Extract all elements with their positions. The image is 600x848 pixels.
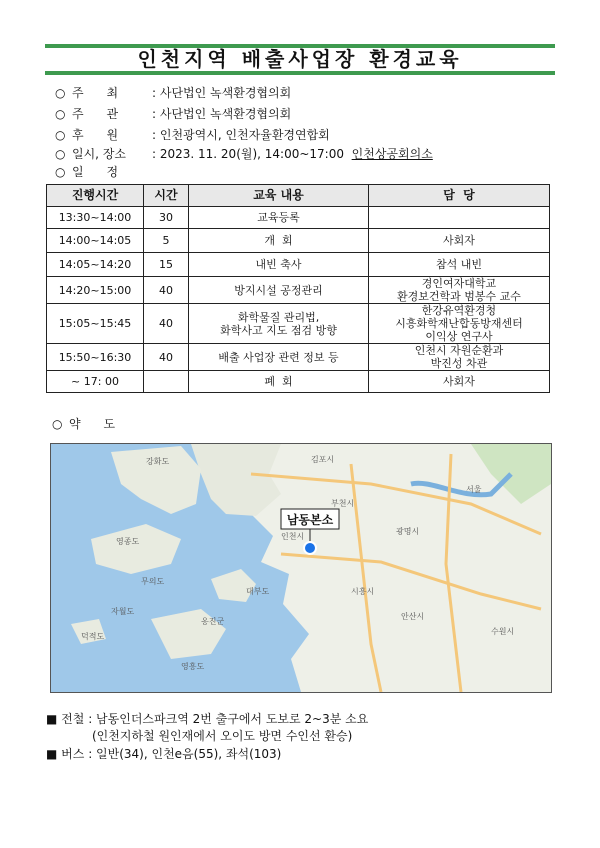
bullet: ○ [55,107,66,121]
direction-label: 전철 [61,712,85,726]
info-value: : 2023. 11. 20(월), 14:00~17:00 [152,147,344,161]
staff-cell [369,229,550,253]
table-row [47,253,550,277]
bullet: ○ [52,417,63,431]
staff-line: 시흥화학재난합동방재센터 [395,317,523,330]
staff-line: 박진성 차관 [430,357,488,370]
time-cell: 15:05~15:45 [47,304,144,344]
direction-value: (인천지하철 원인재에서 오이도 방면 수인선 환승) [92,729,353,743]
staff-line: 사회자 [443,375,475,388]
column-header: 진행시간 [47,185,144,207]
info-row-sponsor [55,127,330,143]
staff-cell [369,253,550,277]
map-place-label: 영종도 [116,537,140,546]
info-value: : 인천광역시, 인천자율환경연합회 [152,128,330,142]
map-place-label: 시흥시 [351,587,375,596]
map-place-label: 인천시 [281,532,305,541]
map-place-label: 김포시 [311,455,335,464]
direction-subway [46,711,368,727]
direction-value: : 남동인더스파크역 2번 출구에서 도보로 2~3분 소요 [88,712,369,726]
title-bottom-rule [45,71,555,75]
duration-cell: 15 [144,253,189,277]
column-header: 시간 [144,185,189,207]
column-header: 교육 내용 [189,185,369,207]
info-label: 일 정 [72,165,119,179]
map-place-label: 옹진군 [201,617,225,626]
staff-cell [369,277,550,304]
content-line: 방지시설 공정관리 [234,283,323,297]
table-row [47,229,550,253]
duration-cell: 30 [144,207,189,229]
time-cell: 13:30~14:00 [47,207,144,229]
staff-line: 인천시 자원순환과 [414,344,504,357]
map-section-label [52,416,115,432]
content-cell [189,253,369,277]
table-row [47,371,550,393]
info-label: 일시, 장소 [72,147,126,161]
content-cell [189,371,369,393]
content-line: 화학사고 지도 점검 방향 [220,323,337,337]
map-pin-icon[interactable] [304,542,316,554]
map-place-label: 무의도 [141,577,165,586]
content-line: 배출 사업장 관련 정보 등 [218,350,339,364]
venue-link[interactable]: 인천상공회의소 [351,147,433,161]
content-cell [189,277,369,304]
duration-cell: 40 [144,344,189,371]
content-cell [189,304,369,344]
content-line: 내빈 축사 [255,258,302,271]
info-value: : 사단법인 녹색환경협의회 [152,86,292,100]
map-place-label: 서울 [466,485,482,494]
staff-cell [369,207,550,229]
table-row [47,277,550,304]
content-line: 폐 회 [264,375,293,388]
map-place-label: 영흥도 [181,662,205,671]
bullet: ○ [55,128,66,142]
map-place-label: 수원시 [491,627,515,636]
direction-label: 버스 [61,747,85,761]
map-marker-label: 남동본소 [286,513,334,527]
column-header: 담 당 [369,185,550,207]
duration-cell: 40 [144,277,189,304]
info-row-organizer [55,106,291,122]
staff-line: 한강유역환경청 [421,304,497,317]
map-place-label: 안산시 [401,612,425,621]
content-line: 화학물질 관리법, [237,310,320,324]
staff-line: 사회자 [443,234,475,247]
table-row [47,207,550,229]
bullet: ○ [55,147,66,161]
staff-line: 이익상 연구사 [425,330,493,343]
time-cell: 14:00~14:05 [47,229,144,253]
title-banner [45,44,555,74]
info-row-datetime [55,146,433,162]
map-label: 약 도 [69,417,116,431]
info-label: 주 최 [72,86,119,100]
table-row [47,304,550,344]
schedule-table [46,184,550,393]
staff-line: 참석 내빈 [435,258,482,271]
info-value: : 사단법인 녹색환경협의회 [152,107,292,121]
info-row-host [55,85,291,101]
time-cell: 14:05~14:20 [47,253,144,277]
content-line: 개 회 [264,234,293,247]
info-label: 후 원 [72,128,119,142]
map-place-label: 대부도 [246,587,270,596]
square-bullet-icon: ■ [46,712,58,726]
square-bullet-icon: ■ [46,747,58,761]
time-cell: 15:50~16:30 [47,344,144,371]
info-label: 주 관 [72,107,119,121]
staff-line: 경인여자대학교 [421,277,497,290]
time-cell: ~ 17: 00 [47,371,144,393]
content-line: 교육등록 [257,211,300,224]
duration-cell: 40 [144,304,189,344]
page-title: 인천지역 배출사업장 환경교육 [137,47,463,71]
table-row [47,344,550,371]
map-place-label: 자월도 [111,607,135,616]
staff-cell [369,304,550,344]
duration-cell: 5 [144,229,189,253]
map-place-label: 광명시 [396,527,420,536]
direction-subway-note [92,728,352,744]
location-map[interactable] [50,443,552,693]
duration-cell [144,371,189,393]
table-header-row [47,185,550,207]
map-place-label: 덕적도 [81,632,105,641]
time-cell: 14:20~15:00 [47,277,144,304]
content-cell [189,229,369,253]
content-cell [189,344,369,371]
map-graphic [51,444,551,692]
content-cell [189,207,369,229]
staff-cell [369,371,550,393]
staff-line: 환경보건학과 범봉수 교수 [397,290,521,303]
staff-cell [369,344,550,371]
map-place-label: 부천시 [331,499,355,508]
bullet: ○ [55,165,66,179]
info-row-schedule [55,164,152,180]
bullet: ○ [55,86,66,100]
direction-bus [46,746,281,762]
map-place-label: 강화도 [146,457,170,466]
direction-value: : 일반(34), 인천e음(55), 좌석(103) [88,747,282,761]
